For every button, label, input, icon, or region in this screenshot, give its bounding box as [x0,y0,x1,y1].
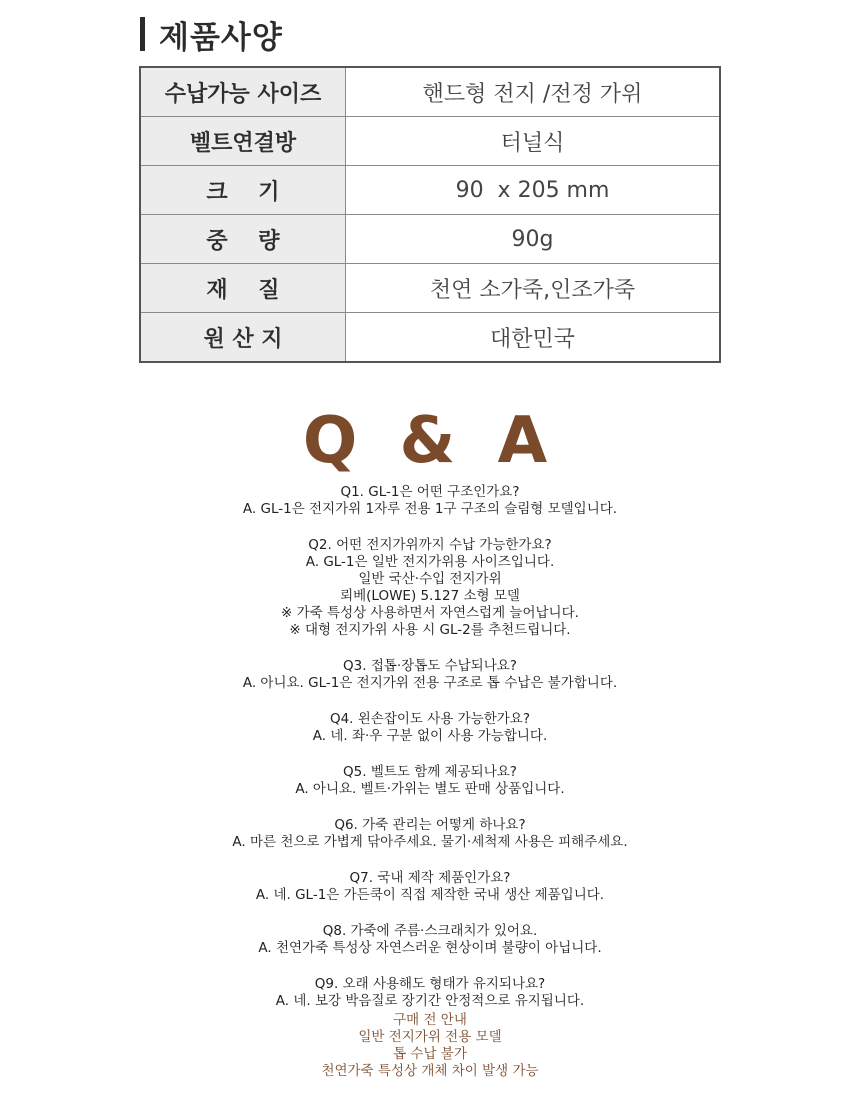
qa-item [0,537,860,639]
qa-item [0,658,860,692]
qa-item [0,870,860,904]
spec-value: 90 x 205 mm [346,166,721,215]
title-accent-bar [140,17,145,51]
qa-answer-line: A. 네. 좌·우 구분 없이 사용 가능합니다. [312,728,548,744]
spec-label: 수납가능 사이즈 [140,67,346,117]
qa-answer-line: A. 네. GL-1은 가든쿡이 직접 제작한 국내 생산 제품입니다. [255,887,605,903]
section-header [140,14,283,54]
spec-label: 벨트연결방 [140,117,346,166]
qa-question: Q1. GL-1은 어떤 구조인가요? [340,484,520,500]
notice-line: 일반 전지가위 전용 모델 [358,1029,502,1045]
spec-row [140,166,720,215]
qa-answer-line: 일반 국산·수입 전지가위 [358,571,502,587]
qa-question: Q5. 벨트도 함께 제공되나요? [343,764,517,780]
spec-value: 핸드형 전지 /전정 가위 [346,67,721,117]
spec-value: 90g [346,215,721,264]
qa-answer-line: A. GL-1은 전지가위 1자루 전용 1구 구조의 슬림형 모델입니다. [242,501,618,517]
qa-list [0,484,860,1029]
spec-table [139,66,721,363]
qa-answer-line: ※ 가죽 특성상 사용하면서 자연스럽게 늘어납니다. [281,605,579,621]
spec-label: 재 질 [140,264,346,313]
spec-row [140,264,720,313]
qa-answer-line: A. 네. 보강 박음질로 장기간 안정적으로 유지됩니다. [275,993,585,1009]
notice-line: 톱 수납 불가 [393,1046,467,1062]
spec-row [140,215,720,264]
qa-question: Q6. 가죽 관리는 어떻게 하나요? [334,817,526,833]
qa-item [0,484,860,518]
spec-row [140,117,720,166]
qa-item [0,711,860,745]
purchase-notice [0,1012,860,1080]
qa-question: Q3. 접톱·장톱도 수납되나요? [343,658,517,674]
qa-item [0,817,860,851]
qa-answer-line: ※ 대형 전지가위 사용 시 GL-2를 추천드립니다. [289,622,571,638]
spec-row [140,313,720,363]
qa-answer-line: 뢰베(LOWE) 5.127 소형 모델 [340,588,520,604]
spec-label: 크 기 [140,166,346,215]
qa-question: Q4. 왼손잡이도 사용 가능한가요? [329,711,531,727]
spec-label: 중 량 [140,215,346,264]
qa-question: Q2. 어떤 전지가위까지 수납 가능한가요? [308,537,552,553]
spec-value: 대한민국 [346,313,721,363]
spec-row [140,67,720,117]
qa-question: Q8. 가죽에 주름·스크래치가 있어요. [322,923,538,939]
qa-answer-line: A. 아니요. GL-1은 전지가위 전용 구조로 톱 수납은 불가합니다. [242,675,618,691]
notice-line: 구매 전 안내 [393,1012,467,1028]
qa-answer-line: A. 아니요. 벨트·가위는 별도 판매 상품입니다. [295,781,565,797]
qa-answer-line: A. 마른 천으로 가볍게 닦아주세요. 물기·세척제 사용은 피해주세요. [232,834,628,850]
qa-item [0,923,860,957]
qa-item [0,764,860,798]
notice-line: 천연가죽 특성상 개체 차이 발생 가능 [321,1063,539,1079]
spec-label: 원 산 지 [140,313,346,363]
qa-item [0,976,860,1010]
spec-value: 천연 소가죽,인조가죽 [346,264,721,313]
qa-question: Q9. 오래 사용해도 형태가 유지되나요? [314,976,546,992]
qa-question: Q7. 국내 제작 제품인가요? [349,870,511,886]
qa-answer-line: A. 천연가죽 특성상 자연스러운 현상이며 불량이 아닙니다. [258,940,602,956]
section-title: 제품사양 [159,19,283,56]
qa-heading: Q & A [302,404,558,478]
spec-value: 터널식 [346,117,721,166]
qa-answer-line: A. GL-1은 일반 전지가위용 사이즈입니다. [305,554,555,570]
